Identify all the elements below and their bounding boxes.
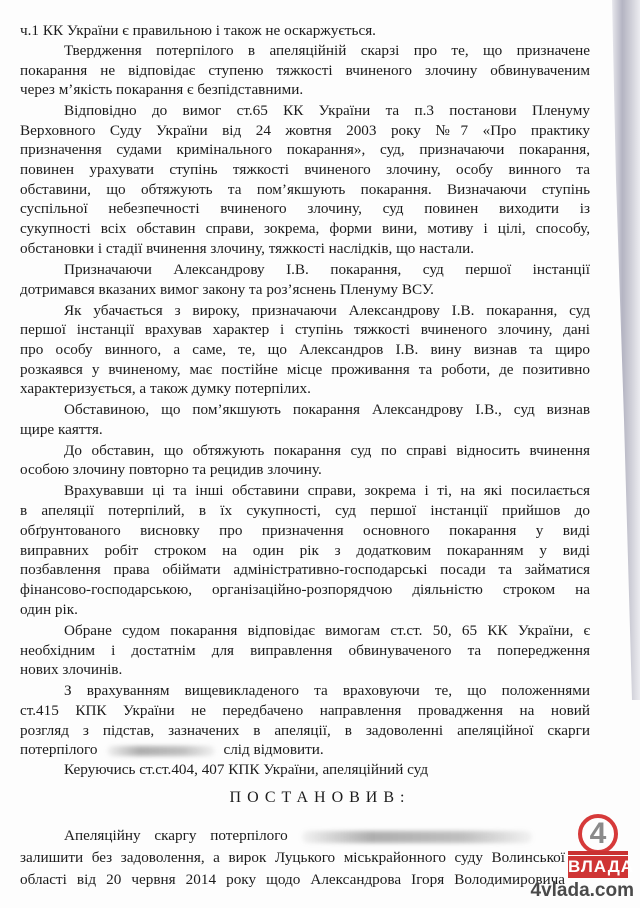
text-line: Керуючись ст.ст.404, 407 КПК України, апеляційний суд	[64, 761, 429, 778]
text-fragment: потерпілого	[20, 741, 98, 758]
text-line: фінансово-господарською, організаційно-розпорядчою діяльністю строком на	[20, 581, 590, 598]
text-line: призначення судами кримінального покарання», суд, призначаючи покарання,	[20, 141, 590, 158]
text-line: обстановки і стадії вчинення злочину, тяжкості наслідків, що настали.	[20, 240, 474, 257]
text-line: З врахуванням вищевикладеного та враховуючи те, що положеннями	[64, 682, 590, 699]
text-line: обґрунтованого висновку про призначення основного покарання у виді	[20, 522, 590, 539]
text-line: необхідним і достатнім для виправлення обвинуваченого та попередження	[20, 642, 590, 659]
text-fragment: Апеляційну скаргу потерпілого	[64, 827, 288, 844]
text-line: Обставиною, що пом’якшують покарання Александрову І.В., суд визнав	[64, 401, 590, 418]
text-line: Врахувавши ці та інші обставини справи, зокрема і ті, на які посилається	[64, 482, 590, 499]
text-line: обставини, що обтяжують та пом’якшують покарання. Визначаючи ступінь	[20, 181, 590, 198]
text-line: розгляд з підстав, зазначених в апеляції, в задоволенні апеляційної скарги	[20, 722, 590, 739]
text-line: області від 20 червня 2014 року щодо Александрова Ігоря Володимировича	[20, 871, 565, 888]
text-line: дотримався вказаних вимог закону та роз’яснень Пленуму ВСУ.	[20, 281, 434, 298]
watermark-site: 4vlada.com	[530, 880, 634, 901]
text-line: щире каяття.	[20, 421, 103, 438]
text-line: про особу винного, а саме, те, що Александров І.В. вину визнав та щиро	[20, 341, 590, 358]
text-line: Призначаючи Александрову І.В. покарання, суд першої інстанції	[64, 261, 590, 278]
text-line: в апеляції потерпілий, в їх сукупності, суд першої інстанції прийшов до	[20, 502, 590, 519]
page-fold-shadow	[608, 0, 640, 700]
redaction-blur	[107, 746, 215, 756]
text-line: характеризується, а також думку потерпілих.	[20, 380, 311, 397]
text-line: через м’якість покарання є безпідставними.	[20, 81, 304, 98]
text-line: Обране судом покарання відповідає вимогам ст.ст. 50, 65 КК України, є	[64, 622, 590, 639]
text-line: ч.1 КК України є правильною і також не оскаржується.	[20, 22, 376, 39]
text-line: виправних робіт строком на один рік з додатковим покаранням у виді	[20, 542, 590, 559]
text-fragment: слід відмовити.	[223, 741, 324, 758]
text-line: ст.415 КПК України не передбачено направлення провадження на новий	[20, 702, 590, 719]
redaction-blur	[302, 831, 532, 843]
text-line: позбавлення права обіймати адміністративно-господарські посади та займатися	[20, 561, 590, 578]
logo-band	[568, 851, 628, 855]
text-line: Твердження потерпілого в апеляційній скарзі про те, що призначене	[64, 42, 590, 59]
resolution-heading: ПОСТАНОВИВ:	[229, 789, 411, 806]
logo-word: ВЛАДА	[568, 857, 635, 876]
text-line: повинен урахувати ступінь тяжкості вчиненого злочину, особу винного та	[20, 161, 590, 178]
text-line: Верховного Суду України від 24 жовтня 2003 року №7 «Про практику	[20, 122, 590, 139]
text-line: першої інстанції врахував характер і ступінь тяжкості вчиненого злочину, дані	[20, 321, 590, 338]
text-line: залишити без задоволення, а вирок Луцького міськрайонного суду Волинської	[20, 849, 565, 866]
text-line: нових злочинів.	[20, 661, 123, 678]
text-line: один рік.	[20, 601, 78, 618]
watermark-logo	[562, 814, 634, 878]
text-line-redacted	[64, 826, 590, 845]
text-line: Відповідно до вимог ст.65 КК України та п.3 постанови Пленуму	[64, 102, 590, 119]
text-line: До обставин, що обтяжують покарання суд по справі відносить вчинення	[64, 442, 590, 459]
text-line: суспільної небезпечності вчиненого злочину, суд повинен виходити із	[20, 200, 590, 217]
text-line: покарання не відповідає ступеню тяжкості вчиненого злочину обвинуваченим	[20, 62, 590, 79]
text-line: розкаявся у вчиненому, має постійне місце проживання та роботи, де позитивно	[20, 361, 590, 378]
text-line: Як убачається з вироку, призначаючи Александрову І.В. покарання, суд	[64, 302, 590, 319]
text-line: особою злочину повторно та рецидив злочину.	[20, 461, 322, 478]
logo-number: 4	[589, 817, 607, 850]
text-line: сукупності всіх обставин справи, зокрема, форми вини, мотиву і цілі, способу,	[20, 220, 590, 237]
text-line-redacted	[20, 740, 590, 759]
